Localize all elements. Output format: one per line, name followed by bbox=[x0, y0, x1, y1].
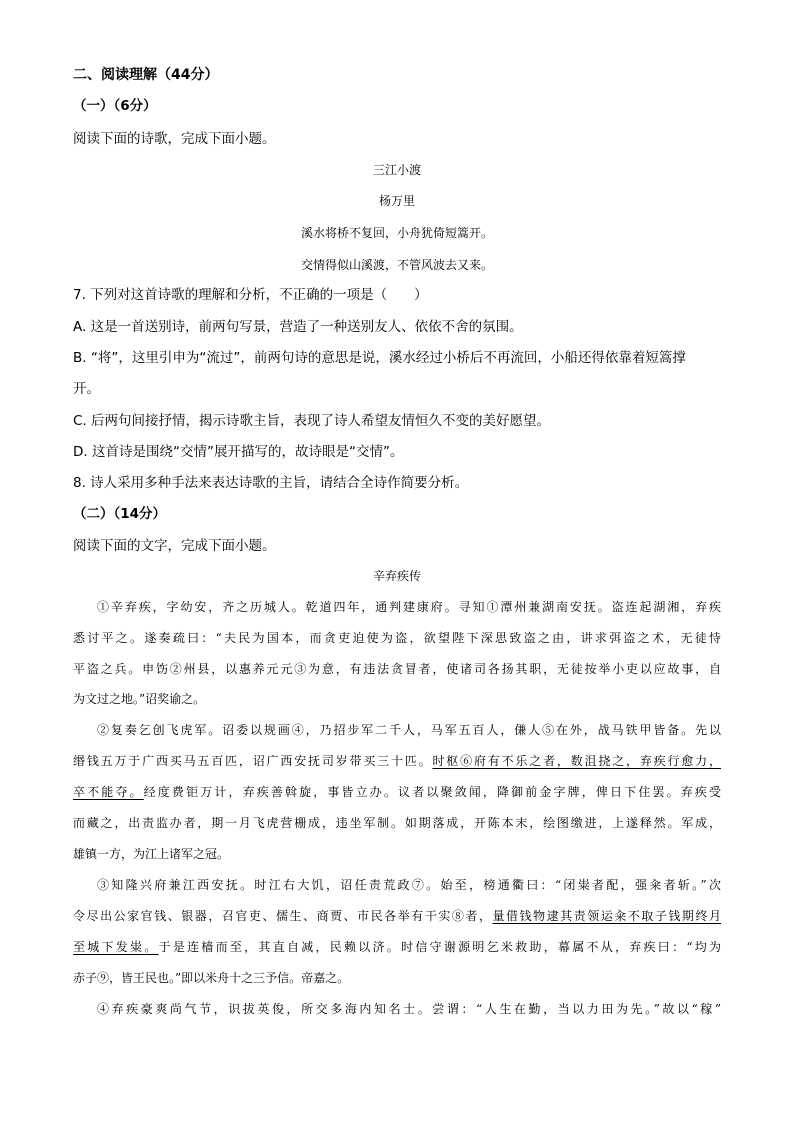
p3-line-1: ③知隆兴府兼江西安抚。时江右大饥，诏任责荒政⑦。始至，榜通衢曰：“闭粜者配，强籴者斩。”次 bbox=[97, 878, 721, 892]
q7-option-b-cont: 开。 bbox=[73, 381, 100, 397]
q7-option-d: D. 这首诗是围绕“交情”展开描写的，故诗眼是“交情”。 bbox=[73, 444, 404, 460]
p2-line-2 bbox=[73, 752, 721, 770]
p1-line-4: 为文过之地。”诏奖谕之。 bbox=[73, 692, 206, 706]
p2-line-5: 雄镇一方，为江上诸军之冠。 bbox=[73, 847, 230, 861]
p2-line-1: ②复奏乞创飞虎军。诏委以规画④，乃招步军二千人，马军五百人，傔人⑤在外，战马铁甲皆备。先以 bbox=[97, 723, 721, 737]
p3-line-4: 赤子⑨，皆王民也。”即以米舟十之三予信。帝嘉之。 bbox=[73, 971, 350, 985]
section-title: 二、阅读理解（44分） bbox=[73, 67, 219, 83]
p1-line-2: 悉讨平之。遂奏疏曰：“夫民为国本，而贪吏迫使为盗，欲望陛下深思致盗之由，讲求弭盗之术，无徒恃 bbox=[73, 631, 721, 645]
p3-line-2 bbox=[73, 907, 721, 925]
p3-underlined-sentence-b: 至城下发粜。 bbox=[73, 940, 159, 954]
passage-title: 辛弃疾传 bbox=[372, 569, 421, 583]
q7-option-c: C. 后两句间接抒情，揭示诗歌主旨，表现了诗人希望友情恒久不变的美好愿望。 bbox=[73, 413, 551, 429]
part1-heading: （一）（6分） bbox=[73, 98, 157, 114]
p2-line-2-text: 缗钱五万于广西买马五百匹，诏广西安抚司岁带买三十匹。 bbox=[73, 754, 433, 768]
p1-line-3: 平盗之兵。申饬②州县，以惠养元元③为意，有违法贪冒者，使诸司各扬其职，无徒按举小吏以应故事，自 bbox=[73, 662, 721, 676]
p2-line-3-text: 经度费钜万计，弃疾善斡旋，事皆立办。议者以聚敛闻，降御前金字牌，俾日下住罢。弃疾受 bbox=[143, 785, 721, 799]
poem-author: 杨万里 bbox=[378, 194, 415, 208]
p3-line-3-text: 于是连樯而至，其直自减，民赖以济。时信守谢源明乞米救助，幕属不从，弃疾曰：“均为 bbox=[158, 940, 721, 954]
p2-line-4: 而藏之，出责监办者，期一月飞虎营栅成，违坐军制。如期落成，开陈本末，绘图缴进，上遂释然。军成， bbox=[73, 816, 721, 830]
q7-stem: 7. 下列对这首诗歌的理解和分析，不正确的一项是（ ） bbox=[73, 287, 428, 303]
q7-option-a: A. 这是一首送别诗，前两句写景，营造了一种送别友人、依依不舍的氛围。 bbox=[73, 319, 523, 335]
poem-title: 三江小渡 bbox=[372, 163, 421, 177]
part2-heading: （二）（14分） bbox=[73, 506, 167, 522]
part2-instruction: 阅读下面的文字，完成下面小题。 bbox=[73, 538, 276, 554]
p3-underlined-sentence-a: 量借钱物逮其责领运籴不取子钱期终月 bbox=[492, 909, 721, 923]
p4-line-1: ④弃疾豪爽尚气节，识拔英俊，所交多海内知名士。尝谓：“人生在勤，当以力田为先。”故以“稼” bbox=[97, 1002, 721, 1016]
q7-option-b: B. “将”，这里引申为“流过”，前两句诗的意思是说，溪水经过小桥后不再流回，小船还得依靠着短篙撑 bbox=[73, 350, 686, 366]
poem-line-2: 交情得似山溪渡，不管风波去又来。 bbox=[300, 258, 493, 272]
p2-underlined-sentence-a: 时枢⑥府有不乐之者，数沮挠之，弃疾行愈力， bbox=[432, 754, 721, 768]
q8-stem: 8. 诗人采用多种手法来表达诗歌的主旨，请结合全诗作简要分析。 bbox=[73, 475, 469, 491]
part1-instruction: 阅读下面的诗歌，完成下面小题。 bbox=[73, 131, 276, 147]
p3-line-3 bbox=[73, 938, 721, 956]
poem-line-1: 溪水将桥不复回，小舟犹倚短篙开。 bbox=[300, 226, 493, 240]
p3-line-2-text: 令尽出公家官钱、银器，召官吏、儒生、商贾、市民各举有干实⑧者， bbox=[73, 909, 493, 923]
p2-line-3 bbox=[73, 783, 721, 801]
p1-line-1: ①辛弃疾，字幼安，齐之历城人。乾道四年，通判建康府。寻知①潭州兼湖南安抚。盗连起湖湘，弃疾 bbox=[97, 600, 721, 614]
p2-underlined-sentence-b: 卒不能夺。 bbox=[73, 785, 144, 799]
